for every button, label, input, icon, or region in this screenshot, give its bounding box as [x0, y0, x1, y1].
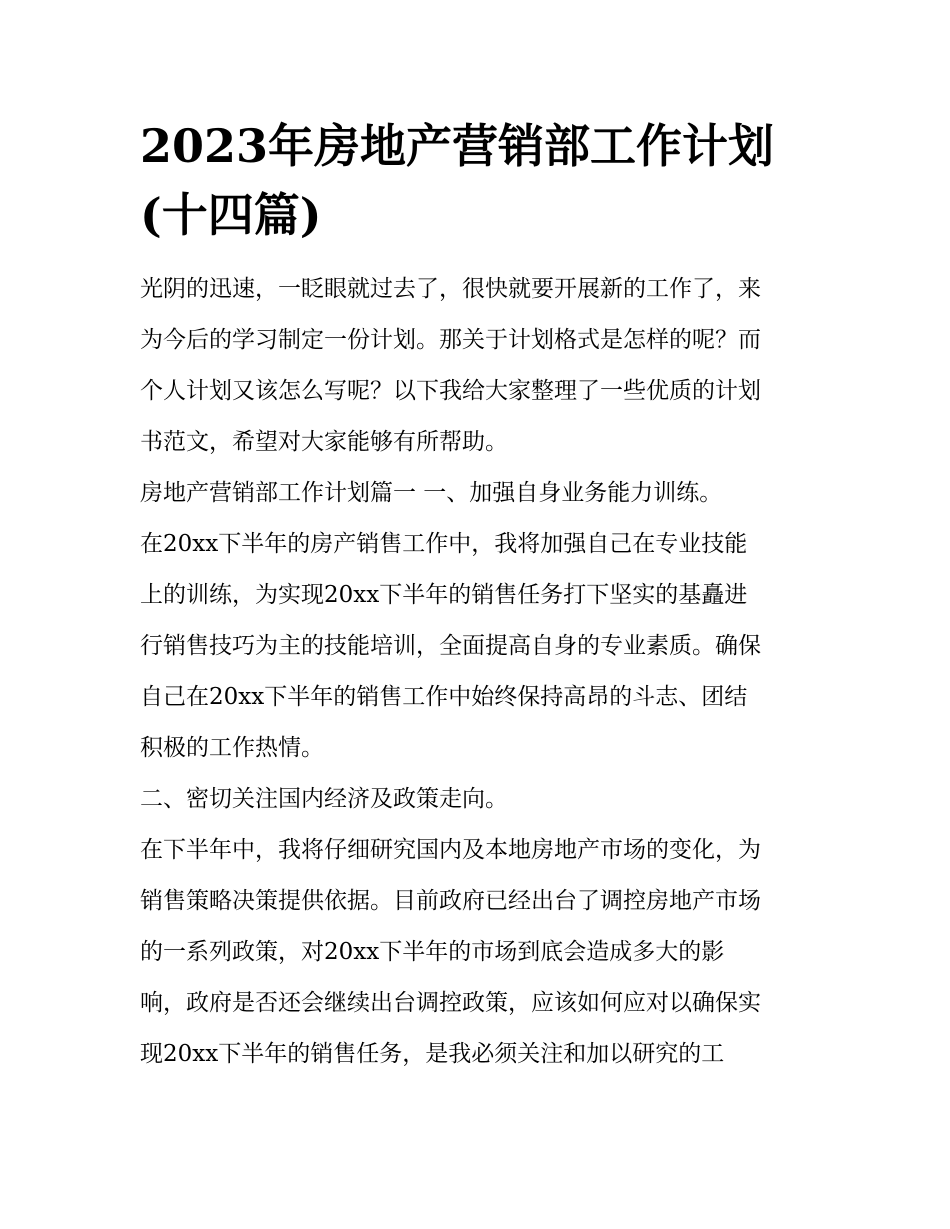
title-line-1: 2023年房地产营销部工作计划 [140, 119, 775, 173]
text-line: 房地产营销部工作计划篇一 一、加强自身业务能力训练。 [140, 480, 723, 506]
text-line: 在20xx下半年的房产销售工作中，我将加强自己在专业技能 [140, 531, 748, 557]
text-line: 积极的工作热情。 [140, 735, 324, 761]
text-line: 行销售技巧为主的技能培训，全面提高自身的专业素质。确保 [140, 633, 761, 659]
title-line-2: (十四篇) [140, 188, 322, 242]
document-title [140, 112, 820, 250]
section-heading-2 [140, 774, 820, 825]
text-line: 响，政府是否还会继续出台调控政策，应该如何应对以确保实 [140, 990, 761, 1016]
section-1-paragraph [140, 519, 820, 774]
text-line: 现20xx下半年的销售任务，是我必须关注和加以研究的工 [140, 1041, 725, 1067]
intro-paragraph [140, 264, 820, 468]
text-line: 的一系列政策，对20xx下半年的市场到底会造成多大的影 [140, 939, 725, 965]
text-line: 为今后的学习制定一份计划。那关于计划格式是怎样的呢？而 [140, 327, 761, 353]
text-line: 个人计划又该怎么写呢？以下我给大家整理了一些优质的计划 [140, 378, 761, 404]
text-line: 上的训练，为实现20xx下半年的销售任务打下坚实的基矗进 [140, 582, 748, 608]
section-2-paragraph [140, 825, 820, 1080]
text-line: 自己在20xx下半年的销售工作中始终保持高昂的斗志、团结 [140, 684, 748, 710]
text-line: 销售策略决策提供依据。目前政府已经出台了调控房地产市场 [140, 888, 761, 914]
text-line: 光阴的迅速，一眨眼就过去了，很快就要开展新的工作了，来 [140, 276, 761, 302]
text-line: 书范文，希望对大家能够有所帮助。 [140, 429, 508, 455]
section-heading-1 [140, 468, 820, 519]
text-line: 二、密切关注国内经济及政策走向。 [140, 786, 508, 812]
document-page [140, 112, 820, 1080]
text-line: 在下半年中，我将仔细研究国内及本地房地产市场的变化，为 [140, 837, 761, 863]
